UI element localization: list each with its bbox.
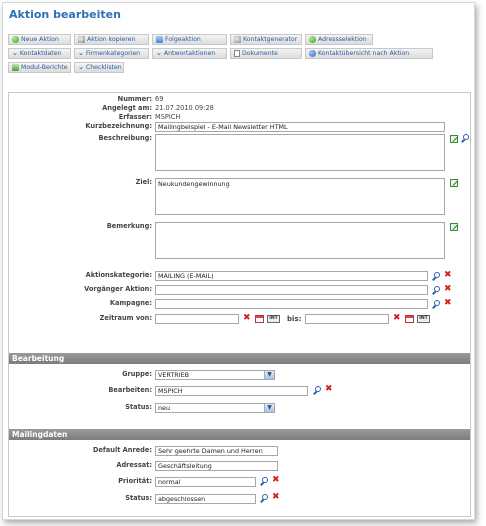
- action-category-input[interactable]: MAILING (E-MAIL): [155, 271, 428, 281]
- erfasser-label: Erfasser:: [118, 113, 152, 121]
- predecessor-input[interactable]: [155, 285, 428, 295]
- documents-button[interactable]: Dokumente: [230, 48, 302, 59]
- page-title: Aktion bearbeiten: [9, 8, 121, 21]
- chevron-down-icon: ⌄: [156, 49, 162, 57]
- edit-icon[interactable]: [450, 135, 458, 143]
- edit-icon[interactable]: [450, 179, 458, 187]
- short-description-input[interactable]: Mailingbeispiel - E-Mail Newsletter HTML: [155, 122, 445, 132]
- page-frame: [2, 2, 475, 520]
- action-toolbar: [8, 34, 433, 76]
- remark-textarea[interactable]: [155, 222, 445, 259]
- response-actions-button[interactable]: ⌄ Antwortaktionen: [152, 48, 227, 59]
- angelegt-label: Angelegt am:: [102, 104, 152, 112]
- mailing-section-header: Mailingdaten: [9, 429, 470, 440]
- selection-icon: [309, 36, 316, 43]
- company-categories-button[interactable]: ⌄ Firmenkategorien: [74, 48, 149, 59]
- address-selection-button[interactable]: Adressselektion: [305, 34, 373, 45]
- copy-action-button[interactable]: Aktion kopieren: [74, 34, 149, 45]
- bis-label: bis:: [287, 315, 302, 323]
- nummer-value: 69: [155, 95, 164, 103]
- campaign-input[interactable]: [155, 299, 428, 309]
- chevron-down-icon: ⌄: [78, 49, 84, 57]
- search-icon[interactable]: [313, 386, 322, 395]
- editor-input[interactable]: MSPICH: [155, 386, 308, 396]
- erfasser-value: MSPICH: [155, 113, 181, 121]
- period-from-input[interactable]: [155, 314, 239, 324]
- status-select[interactable]: neu ▼: [155, 403, 275, 413]
- search-icon[interactable]: [432, 272, 441, 281]
- chevron-down-icon: ⌄: [78, 63, 84, 71]
- angelegt-value: 21.07.2010 09:28: [155, 104, 214, 112]
- bemerkung-label: Bemerkung:: [106, 222, 152, 230]
- prioritaet-label: Priorität:: [118, 477, 152, 485]
- checklists-button[interactable]: ⌄ Checklisten: [74, 62, 124, 73]
- kurz-label: Kurzbezeichnung:: [85, 122, 152, 130]
- goal-textarea[interactable]: Neukundengewinnung: [155, 178, 445, 215]
- contact-overview-button[interactable]: Kontaktübersicht nach Aktion: [305, 48, 433, 59]
- mailing-status-input[interactable]: abgeschlossen: [155, 494, 256, 504]
- bearbeitung-section-header: Bearbeitung: [9, 353, 470, 364]
- vorgaenger-label: Vorgänger Aktion:: [84, 285, 152, 293]
- bearbeiter-label: Bearbeiten:: [108, 386, 152, 394]
- calendar-icon[interactable]: [405, 315, 414, 323]
- search-icon[interactable]: [461, 134, 470, 143]
- module-reports-button[interactable]: Modul-Berichte: [8, 62, 71, 73]
- kampagne-label: Kampagne:: [109, 299, 152, 307]
- priority-input[interactable]: normal: [155, 477, 256, 487]
- delete-icon[interactable]: ✖: [444, 298, 452, 308]
- edit-icon[interactable]: [450, 223, 458, 231]
- zeitraum-label: Zeitraum von:: [99, 314, 152, 322]
- chevron-down-icon: ⌄: [12, 49, 18, 57]
- adressat-label: Adressat:: [116, 461, 152, 469]
- search-icon[interactable]: [260, 494, 269, 503]
- default-salutation-input[interactable]: Sehr geehrte Damen und Herren: [155, 446, 278, 456]
- description-textarea[interactable]: [155, 134, 445, 171]
- search-icon[interactable]: [432, 300, 441, 309]
- follow-icon: [156, 36, 163, 43]
- search-icon[interactable]: [260, 477, 269, 486]
- generator-icon: [234, 36, 241, 43]
- delete-icon[interactable]: ✖: [272, 492, 280, 502]
- addressee-input[interactable]: Geschäftsleitung: [155, 461, 278, 471]
- search-icon[interactable]: [432, 286, 441, 295]
- delete-icon[interactable]: ✖: [444, 270, 452, 280]
- contact-generator-button[interactable]: Kontaktgenerator: [230, 34, 302, 45]
- follow-action-button[interactable]: Folgeaktion: [152, 34, 227, 45]
- int-icon[interactable]: INT: [267, 315, 280, 323]
- chevron-down-icon: ▼: [264, 404, 274, 412]
- contact-data-button[interactable]: ⌄ Kontaktdaten: [8, 48, 71, 59]
- document-icon: [234, 50, 240, 57]
- report-icon: [12, 64, 19, 71]
- chevron-down-icon: ▼: [264, 371, 274, 379]
- period-to-input[interactable]: [305, 314, 389, 324]
- new-action-button[interactable]: Neue Aktion: [8, 34, 71, 45]
- calendar-icon[interactable]: [255, 315, 264, 323]
- mailing-status-label: Status:: [125, 494, 152, 502]
- group-select[interactable]: VERTRIEB ▼: [155, 370, 275, 380]
- ziel-label: Ziel:: [135, 178, 152, 186]
- delete-icon[interactable]: ✖: [444, 284, 452, 294]
- gruppe-label: Gruppe:: [122, 370, 152, 378]
- kategorie-label: Aktionskategorie:: [85, 271, 152, 279]
- nummer-label: Nummer:: [117, 95, 152, 103]
- delete-icon[interactable]: ✖: [243, 313, 251, 323]
- status-label: Status:: [125, 403, 152, 411]
- int-icon[interactable]: INT: [417, 315, 430, 323]
- delete-icon[interactable]: ✖: [325, 384, 333, 394]
- add-icon: [12, 36, 19, 43]
- anrede-label: Default Anrede:: [92, 446, 152, 454]
- delete-icon[interactable]: ✖: [272, 475, 280, 485]
- overview-icon: [309, 50, 316, 57]
- beschreibung-label: Beschreibung:: [98, 134, 152, 142]
- delete-icon[interactable]: ✖: [393, 313, 401, 323]
- edit-form: [8, 92, 471, 517]
- copy-icon: [78, 36, 85, 43]
